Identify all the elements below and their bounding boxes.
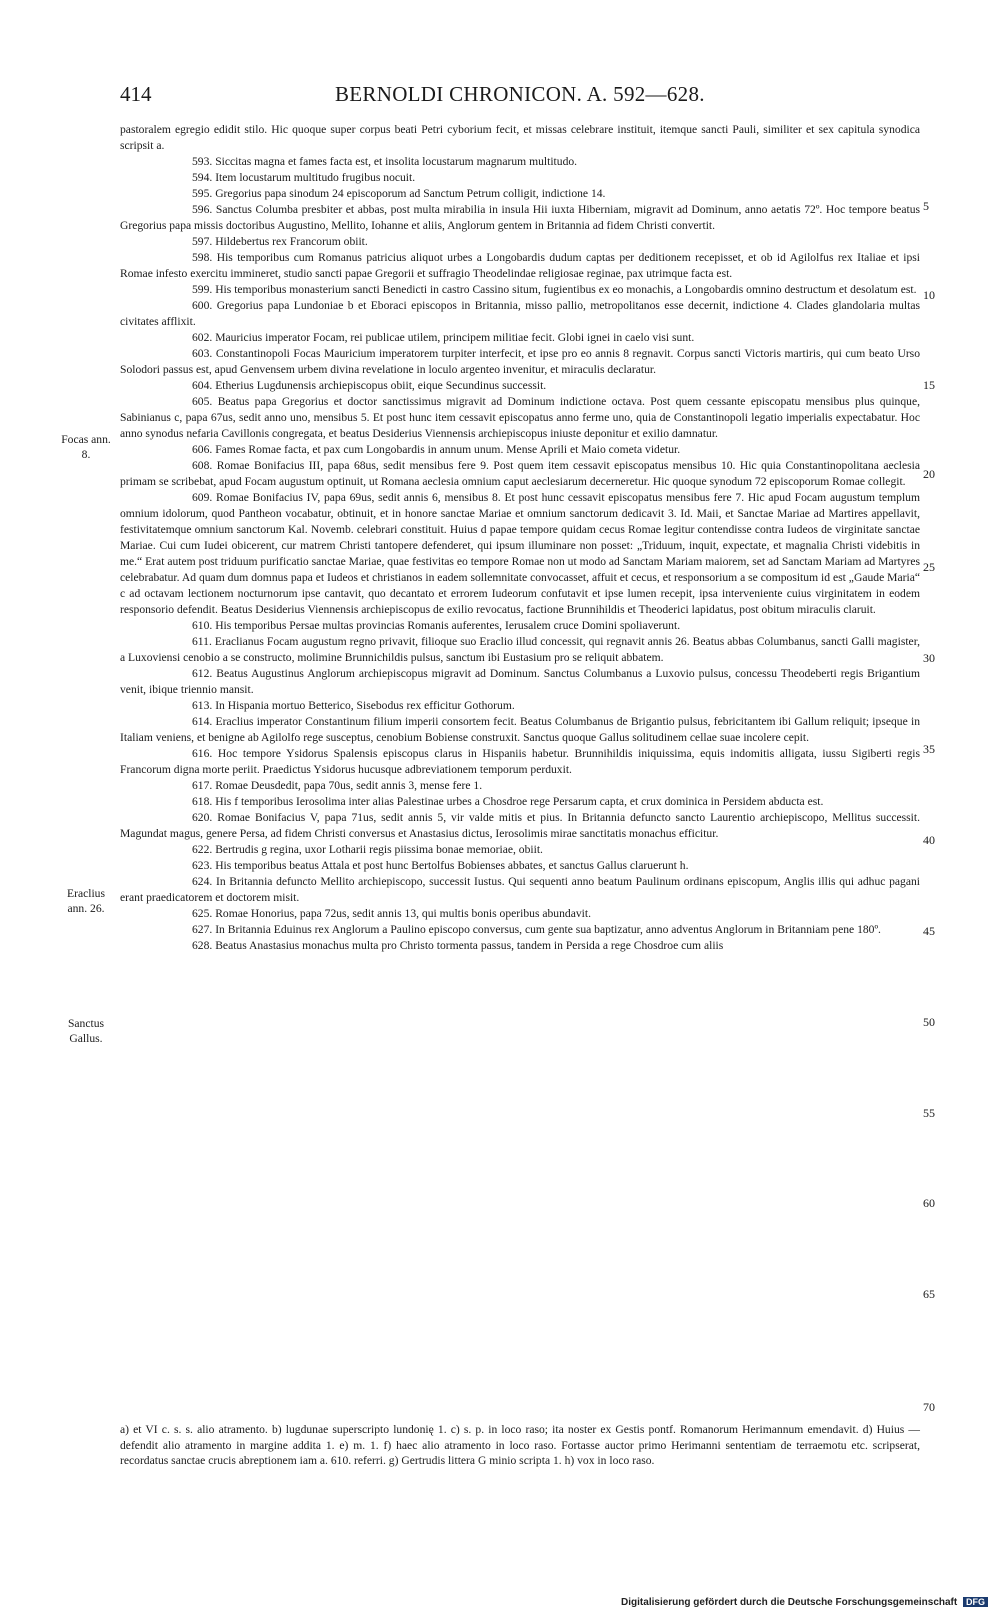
chronicle-entry: 603. Constantinopoli Focas Mauricium imperatorem turpiter interfecit, et ipse pro eo annis 8 regnavit. Corpus sancti Victoris martiris, qui cum beato Urso Solodori passus est, apud Genvensem urbem divina revelatione in loculo argenteo invenitur, et miraculis declaratur.: [120, 347, 920, 376]
chronicle-entry: 600. Gregorius papa Lundoniae b et Eboraci episcopos in Britannia, misso pallio, metropolitanos esse decernit, indictione 4. Clades glandolaria multas civitates afflixit.: [120, 299, 920, 328]
chronicle-entry: 627. In Britannia Eduinus rex Anglorum a Paulino episcopo conversus, cum gente sua baptizatur, anno adventus Anglorum in Britanniam pene 180º.: [192, 923, 881, 936]
page-number: 414: [120, 82, 152, 106]
line-number: 25: [923, 560, 935, 574]
page-header: [120, 82, 930, 112]
chronicle-entry: 625. Romae Honorius, papa 72us, sedit annis 13, qui multis bonis operibus abundavit.: [192, 907, 591, 920]
chronicle-entry: 597. Hildebertus rex Francorum obiit.: [192, 235, 368, 248]
chronicle-entry: 599. His temporibus monasterium sancti Benedicti in castro Cassino situm, fugientibus ex eo monachis, a Longobardis omnino destructum et desolatum est.: [192, 283, 917, 296]
chronicle-entry: 618. His f temporibus Ierosolima inter alias Palestinae urbes a Chosdroe rege Persarum capta, et crux dominica in Persidem abducta est.: [192, 795, 824, 808]
line-number: 45: [923, 924, 935, 938]
margin-note: Sanctus Gallus.: [67, 1017, 105, 1045]
credit-text: Digitalisierung gefördert durch die Deutsche Forschungsgemeinschaft: [621, 1597, 958, 1608]
digitization-credit: [621, 1597, 988, 1608]
chronicle-entry: 610. His temporibus Persae multas provincias Romanis auferentes, Ierusalem cruce Domini spoliaverunt.: [192, 619, 681, 632]
dfg-logo: DFG: [963, 1597, 988, 1607]
line-number: 40: [923, 833, 935, 847]
margin-note: Focas ann. 8.: [61, 433, 111, 461]
chronicle-entry: 604. Etherius Lugdunensis archiepiscopus obiit, eique Secundinus successit.: [192, 379, 547, 392]
line-number: 60: [923, 1196, 935, 1210]
chronicle-entry: 628. Beatus Anastasius monachus multa pro Christo tormenta passus, tandem in Persida a rege Chosdroe cum aliis: [192, 939, 724, 952]
chronicle-entry: 606. Fames Romae facta, et pax cum Longobardis in annum unum. Mense Aprili et Maio cometa videtur.: [192, 443, 681, 456]
chronicle-entry: 602. Mauricius imperator Focam, rei publicae utilem, principem militiae fecit. Globi ignei in caelo visi sunt.: [192, 331, 695, 344]
line-number: 30: [923, 651, 935, 665]
chronicle-entry: 624. In Britannia defuncto Mellito archiepiscopo, successit Iustus. Qui sequenti anno beatum Paulinum ordinans episcopum, Anglis illis qui adhuc pagani erant praedicatorem et doctorem misit.: [120, 875, 920, 904]
line-number: 15: [923, 378, 935, 392]
chronicle-entry: 596. Sanctus Columba presbiter et abbas, post multa mirabilia in insula Hii iuxta Hiberniam, migravit ad Dominum, anno aetatis 72º. Hoc tempore beatus Gregorius papa missis doctoribus Augustino, Mellito, Iohanne et aliis, Anglorum gentem in Britannia ad fidem Christi convertit.: [120, 203, 920, 232]
chronicle-entry: pastoralem egregio edidit stilo. Hic quoque super corpus beati Petri cyborium fecit, et missas celebrare instituit, itemque sancti Pauli, similiter et sex capitula synodica scripsit a.: [120, 123, 920, 152]
chronicle-entry: 623. His temporibus beatus Attala et post hunc Bertolfus Bobienses abbates, et sanctus Gallus claruerunt h.: [192, 859, 689, 872]
running-title: BERNOLDI CHRONICON. A. 592—628.: [335, 82, 705, 106]
footnotes: a) et VI c. s. s. alio atramento. b) lugdunae superscripto lundonię 1. c) s. p. in loco raso; ita noster ex Gestis pontf. Romanorum Herimannum emendavit. d) Huius — defendit alio atramento in margine addita 1. e) m. 1. f) haec alio atramento in loco raso. Fortasse auctor primo Herimanni sententiam de terraemotu etc. scripserat, recordatus sanctae crucis abreptionem iam a. 610. referri. g) Gertrudis littera G minio scripta 1. h) vox in loco raso.: [120, 1423, 920, 1467]
chronicle-entry: 622. Bertrudis g regina, uxor Lotharii regis piissima bonae memoriae, obiit.: [192, 843, 543, 856]
line-number: 20: [923, 467, 935, 481]
line-number: 35: [923, 742, 935, 756]
line-number: 70: [923, 1400, 935, 1414]
chronicle-entry: 620. Romae Bonifacius V, papa 71us, sedit annis 5, vir valde mitis et pius. In Britannia defuncto sancto Laurentio archiepiscopo, Mellitus successit. Magundat magus, genere Persa, ad fidem Christi conversus et Anastasius dictus, Ierosolimis mirae sanctitatis monachus efficitur.: [120, 811, 920, 840]
chronicle-entry: 613. In Hispania mortuo Betterico, Sisebodus rex efficitur Gothorum.: [192, 699, 515, 712]
chronicle-entry: 611. Eraclianus Focam augustum regno privavit, filioque suo Eraclio illud concessit, qui regnavit annis 26. Beatus abbas Columbanus, sancti Galli magister, a Luxoviensi cenobio a se constructo, molimine Brunnichildis pulsus, sanctum ibi Eustasium pro se reliquit abbatem.: [120, 635, 920, 664]
chronicle-entry: 594. Item locustarum multitudo frugibus nocuit.: [192, 171, 416, 184]
line-number: 5: [923, 199, 929, 213]
chronicle-entry: 595. Gregorius papa sinodum 24 episcoporum ad Sanctum Petrum colligit, indictione 14.: [192, 187, 606, 200]
chronicle-entry: 608. Romae Bonifacius III, papa 68us, sedit mensibus fere 9. Post quem item cessavit episcopatus mensibus 10. Hic quia Constantinopolitana aeclesia primam se scribebat, apud Focam augustum optinuit, ut Romana aeclesia omnium caput aeclesiarum decerneretur. Hic quoque synodum 72 episcoporum Romae collegit.: [120, 459, 920, 488]
line-number: 10: [923, 288, 935, 302]
chronicle-entry: 616. Hoc tempore Ysidorus Spalensis episcopus clarus in Hispaniis habetur. Brunnihildis iniquissima, equis indomitis alligata, iussu Sigiberti regis Francorum digna morte periit. Praedictus Ysidorus hucusque adbreviationem temporum perduxit.: [120, 747, 920, 776]
chronicle-entry: 614. Eraclius imperator Constantinum filium imperii consortem fecit. Beatus Columbanus de Brigantio pulsus, febricitantem ibi Gallum reliquit; ipseque in Italiam veniens, et benigne ab Agilolfo rege susceptus, cenobium Bobiense construxit. Sanctus quoque Gallus solitudinem cellae suae incolere cepit.: [120, 715, 920, 744]
chronicle-entry: 598. His temporibus cum Romanus patricius aliquot urbes a Longobardis dudum captas per deditionem recepisset, et ob id Agilolfus rex Italiae et ipsi Romae infesto exercitu immineret, studio sancti papae Gregorii et suffragio Theodelindae religiosae reginae, pax utrimque facta est.: [120, 251, 920, 280]
chronicle-entry: 612. Beatus Augustinus Anglorum archiepiscopus migravit ad Dominum. Sanctus Columbanus a Luxovio pulsus, concessu Theodeberti regis Brigantium venit, ibique triennio mansit.: [120, 667, 920, 696]
line-number: 65: [923, 1287, 935, 1301]
chronicle-entry: 617. Romae Deusdedit, papa 70us, sedit annis 3, mense fere 1.: [192, 779, 483, 792]
chronicle-entry: 605. Beatus papa Gregorius et doctor sanctissimus migravit ad Dominum indictione octava. Post quem cessante episcopatu mensibus plus quinque, Sabinianus c, papa 67us, sedit anno uno, mensibus 5. Et post hunc item cessavit episcopatus anno ferme uno, quia de Constantinopoli legatio imperialis expectabatur. Hoc anno synodus nefaria Cavillonis congregata, et beatus Desiderius Viennensis archiepiscopus iniuste deponitur et exilio damnatur.: [120, 395, 920, 440]
chronicle-entry: 609. Romae Bonifacius IV, papa 69us, sedit annis 6, mensibus 8. Et post hunc cessavit episcopatus mensibus fere 7. Hic apud Focam augustum templum omnium idolorum, quod Pantheon vocabatur, obtinuit, et in honore sanctae Mariae et omnium sanctorum dedicavit 3. Id. Maii, et Sanctae Mariae ad Martires appellavit, festivitatemque omnium sanctorum Kal. Novemb. celebrari constituit. Huius d papae tempore quidam cecus Romae legitur contendisse contra Iudeos de virginitate sanctae Mariae. Cui cum Iudei obicerent, cur matrem Christi tantopere defenderet, qui ipsum illuminare non posset: „Triduum, inquit, expectate, et magnalia Christi videbitis in me.“ Erat autem post triduum purificatio sanctae Mariae, quae festivitas eo tempore Romae non ut modo ad Sanctam Mariam maiorem, set ad Sanctam Mariam ad Martyres celebrabatur. Ad quam dum domnus papa et Iudeos et christianos in eadem sollemnitate convocasset, affuit et cecus, et responsorium a se compositum id est „Gaude Maria“ c ad octavam lectionem nocturnorum ipse cantavit, quo decantato et errorem Iudeorum confutavit et ipse lumen recepit, ipsa interveniente cuius virginitatem in eodem responsorio defendit. Beatus Desiderius Viennensis archiepiscopus de exilio revocatus, factione Brunnihildis et Theoderici lapidatus, post obitum miraculis claruit.: [120, 491, 920, 616]
chronicle-entry: 593. Siccitas magna et fames facta est, et insolita locustarum magnarum multitudo.: [192, 155, 578, 168]
chronicle-body: [120, 122, 920, 954]
line-number: 50: [923, 1015, 935, 1029]
margin-note: Eraclius ann. 26.: [67, 887, 105, 915]
line-number: 55: [923, 1106, 935, 1120]
